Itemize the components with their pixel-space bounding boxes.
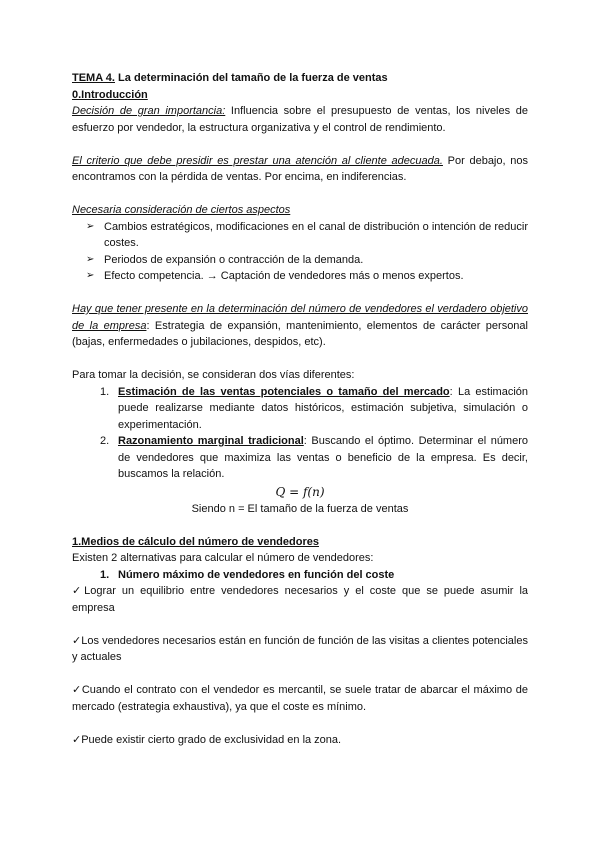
check-icon: ✓ (72, 684, 82, 696)
bullet-item (72, 268, 528, 285)
check-item (72, 583, 528, 616)
bullet-text: Efecto competencia. → Captación de vendedores más o menos expertos. (104, 270, 464, 282)
check-item (72, 633, 528, 666)
intro-p3-text: : Estrategia de expansión, mantenimiento, elementos de carácter personal (bajas, enfermedades o jubilaciones, despidos, etc). (72, 319, 528, 348)
numbered-item (72, 433, 528, 483)
intro-paragraph-2 (72, 153, 528, 186)
bullet-arrow-icon: ➢ (86, 270, 95, 281)
item-text: : La estimación puede realizarse mediante datos históricos, estimación subjetiva, simulación o experimentación. (118, 385, 528, 431)
check-icon: ✓ (72, 733, 82, 746)
intro-p2-text: Por debajo, nos encontramos con la pérdida de ventas. Por encima, en indiferencias. (72, 154, 528, 183)
check-text: Lograr un equilibrio entre vendedores necesarios y el coste que se puede asumir la empresa (72, 585, 529, 614)
item-label: Razonamiento marginal tradicional (118, 435, 304, 447)
check-icon: ✓ (72, 585, 85, 597)
bullet-item (72, 219, 528, 252)
formula-note: Siendo n = El tamaño de la fuerza de ventas (191, 502, 409, 515)
check-item (72, 732, 528, 749)
section1-numbered-item (72, 567, 528, 584)
item-number: 1. (100, 385, 110, 398)
intro-paragraph-4: Para tomar la decisión, se consideran dos vías diferentes: (72, 369, 355, 381)
bullet-arrow-icon: ➢ (86, 253, 95, 265)
item-number: 1. (100, 568, 110, 581)
check-text: Cuando el contrato con el vendedor es mercantil, se suele tratar de abarcar el máximo de mercado (estrategia exhaustiva), ya que el coste es mínimo. (72, 684, 528, 713)
intro-paragraph-3 (72, 301, 528, 351)
document-page (72, 70, 528, 748)
item-label: Número máximo de vendedores en función del coste (118, 568, 395, 581)
formula: Q = f(n) (275, 484, 325, 499)
document-title (72, 70, 528, 87)
check-icon: ✓ (72, 634, 82, 647)
bullet-text: Cambios estratégicos, modificaciones en el canal de distribución o intención de reducir costes. (104, 220, 528, 249)
item-text: : Buscando el óptimo. Determinar el número de vendedores que maximiza las ventas o beneficio de la empresa. Es decir, buscamos la relación. (118, 435, 528, 480)
item-label: Estimación de las ventas potenciales o tamaño del mercado (118, 385, 450, 398)
section1-paragraph: Existen 2 alternativas para calcular el número de vendedores: (72, 552, 374, 564)
check-item (72, 682, 528, 715)
tema-label: TEMA 4. (72, 72, 115, 84)
intro-paragraph-1 (72, 103, 528, 136)
intro-heading: 0.Introducción (72, 88, 148, 101)
intro-p3-emphasis: Hay que tener presente en la determinación del número de vendedores el verdadero objetivo de la empresa (72, 303, 528, 332)
check-text: Puede existir cierto grado de exclusividad en la zona. (81, 733, 342, 746)
bullet-item (72, 252, 528, 269)
aspects-heading: Necesaria consideración de ciertos aspectos (72, 204, 291, 216)
intro-p2-emphasis: El criterio que debe presidir es prestar una atención al cliente adecuada. (72, 154, 443, 167)
intro-p1-emphasis: Decisión de gran importancia: (72, 105, 226, 117)
bullet-text: Periodos de expansión o contracción de la demanda. (104, 253, 364, 266)
check-text: Los vendedores necesarios están en función de función de las visitas a clientes potenciales y actuales (72, 634, 528, 663)
item-number: 2. (100, 435, 110, 447)
bullet-arrow-icon: ➢ (86, 220, 95, 232)
numbered-item (72, 384, 528, 434)
intro-p1-text: Influencia sobre el presupuesto de ventas, los niveles de esfuerzo por vendedor, la estructura organizativa y el control de rendimiento. (72, 105, 528, 134)
title-text: La determinación del tamaño de la fuerza de ventas (115, 72, 388, 84)
section1-heading: 1.Medios de cálculo del número de vendedores (72, 535, 319, 548)
